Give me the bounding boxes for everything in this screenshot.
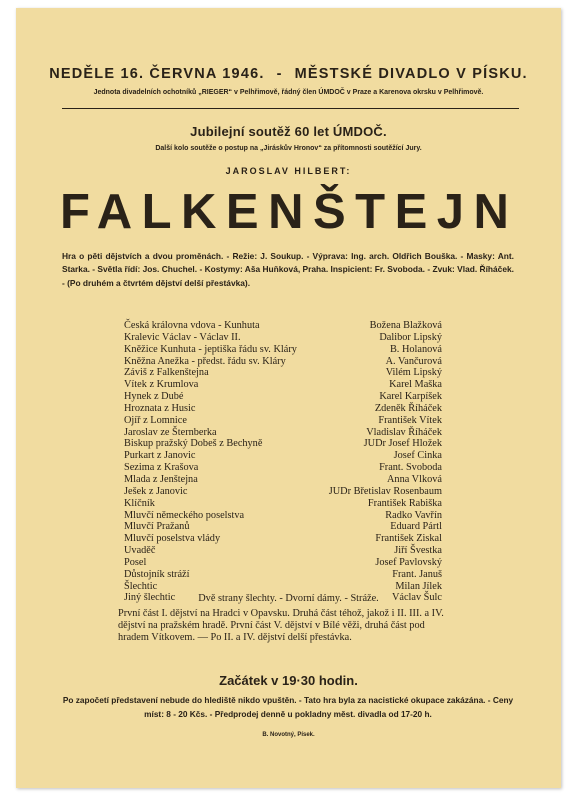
cast-row [124,403,442,415]
company-line: Jednota divadelních ochotníků „RIEGER“ v Pelhřimově, řádný člen ÚMDOČ v Praze a Karenova okrsku v Pelhřimově. [93,89,484,96]
cast-actor: A. Vančurová [385,355,442,367]
cast-role: Klíčník [124,497,155,509]
cast-actor: František Rabiška [367,497,442,509]
cast-actor: Josef Cinka [393,450,442,462]
cast-row [124,391,442,403]
cast-actor: František Vítek [378,414,442,426]
cast-role: Důstojník stráží [124,568,190,580]
playbill-sheet [16,8,561,788]
scene-notes: První část I. dějství na Hradci v Opavsku. Druhá část téhož, jakož i II. III. a IV. dějství na pražském hradě. První část V. dějství v Bílé věži, druhá část pod hradem Vítkovem. — Po II. a IV. dějství delší přestávka. [118,608,444,643]
header-separator: - [276,66,283,82]
cast-role: Kněžna Anežka - předst. řádu sv. Kláry [124,355,286,367]
cast-actor: JUDr Josef Hložek [363,438,442,450]
jubilee-heading: Jubilejní soutěž 60 let ÚMDOČ. [190,124,387,139]
cast-row [124,356,442,368]
cast-role: Kralevic Václav - Václav II. [124,331,241,343]
cast-actor: Frant. Svoboda [379,462,442,474]
cast-row [124,367,442,379]
contest-line: Další kolo soutěže o postup na „Jiráskův Hronov“ za přítomnosti soutěžící Jury. [155,145,422,152]
cast-role: Vítek z Krumlova [124,379,199,391]
cast-actor: JUDr Břetislav Rosenbaum [328,485,442,497]
cast-role: Šlechtic [124,580,158,592]
cast-role: Hroznata z Husic [124,402,196,414]
cast-actor: Eduard Pártl [390,521,442,533]
cast-row [124,462,442,474]
cast-actor: Frant. Januš [392,568,442,580]
cast-row [124,379,442,391]
cast-role: Sezima z Krašova [124,462,199,474]
cast-role: Posel [124,556,147,568]
cast-row [124,521,442,533]
cast-row [124,569,442,581]
cast-role: Ješek z Janovic [124,485,188,497]
extras-line: Dvě strany šlechty. - Dvorní dámy. - Stráže. [198,593,379,604]
cast-actor: Zdeněk Říháček [374,402,442,414]
cast-row [124,438,442,450]
cast-actor: Karel Maška [389,379,442,391]
cast-role: Uvaděč [124,545,156,557]
cast-row [124,344,442,356]
cast-actor: B. Holanová [389,343,442,355]
cast-role: Záviš z Falkenštejna [124,367,209,379]
start-time: Začátek v 19·30 hodin. [219,673,358,688]
cast-role: Kněžice Kunhuta - jeptiška řádu sv. Kláry [124,343,297,355]
cast-role: Ojíř z Lomnice [124,414,187,426]
cast-actor: Jiří Švestka [394,545,442,557]
cast-actor: Dalibor Lipský [379,331,442,343]
cast-actor: Vilém Lipský [385,367,442,379]
author-name: JAROSLAV HILBERT: [225,166,352,176]
cast-role: Jiný šlechtic [124,592,176,604]
cast-role: Biskup pražský Dobeš z Bechyně [124,438,263,450]
cast-role: Mluvčí poselstva vlády [124,533,221,545]
cast-row [124,332,442,344]
cast-row [124,557,442,569]
play-title: FALKENŠTEJN [60,185,519,239]
cast-role: Purkart z Janovic [124,450,196,462]
cast-row [124,533,442,545]
cast-actor: Božena Blažková [369,320,442,331]
cast-role: Mlada z Jenštejna [124,473,198,485]
cast-actor: Anna Vlková [386,473,442,485]
cast-actor: Karel Karpíšek [379,391,442,403]
cast-row [124,320,442,332]
cast-actor: František Ziskal [375,533,442,545]
footer-notice: Po započetí představení nebude do hlediště nikdo vpuštěn. - Tato hra byla za nacistické okupace zakázána. - Ceny míst: 8 - 20 Kčs. - Předprodej denně u pokladny měst. divadla od 17-20 h. [62,695,514,719]
cast-actor: Radko Vavřín [385,509,442,521]
cast-list [124,320,442,604]
cast-role: Hynek z Dubé [124,391,184,403]
cast-actor: Vladislav Říháček [366,426,442,438]
cast-row [124,486,442,498]
cast-role: Jaroslav ze Šternberka [124,426,217,438]
cast-row [124,581,442,593]
cast-role: Mluvčí Pražanů [124,521,190,533]
cast-actor: Václav Šulc [391,592,442,604]
cast-role: Mluvčí německého poselstva [124,509,245,521]
cast-row [124,474,442,486]
cast-row [124,450,442,462]
production-credits: Hra o pěti dějstvích a dvou proměnách. - Režie: J. Soukup. - Výprava: Ing. arch. Oldřich Bouška. - Masky: Ant. Starka. - Světla řídí: Jos. Chuchel. - Kostymy: Aša Huňková, Praha. Inspicient: Fr. Svoboda. - Zvuk: Vlad. Říháček. - (Po druhém a čtvrtém dějství delší přestávka). [62,251,514,288]
cast-row [124,427,442,439]
printer-credit: B. Novotný, Písek. [262,732,315,738]
cast-row [124,510,442,522]
venue-name: MĚSTSKÉ DIVADLO V PÍSKU. [294,66,528,82]
cast-role: Česká královna vdova - Kunhuta [124,320,260,331]
header-rule [62,108,519,109]
cast-row [124,498,442,510]
cast-actor: Milan Jílek [395,580,442,592]
cast-row [124,415,442,427]
cast-actor: Josef Pavlovský [375,556,442,568]
cast-row [124,545,442,557]
performance-date: NEDĚLE 16. ČERVNA 1946. [49,66,265,82]
header-date-venue [16,66,561,82]
